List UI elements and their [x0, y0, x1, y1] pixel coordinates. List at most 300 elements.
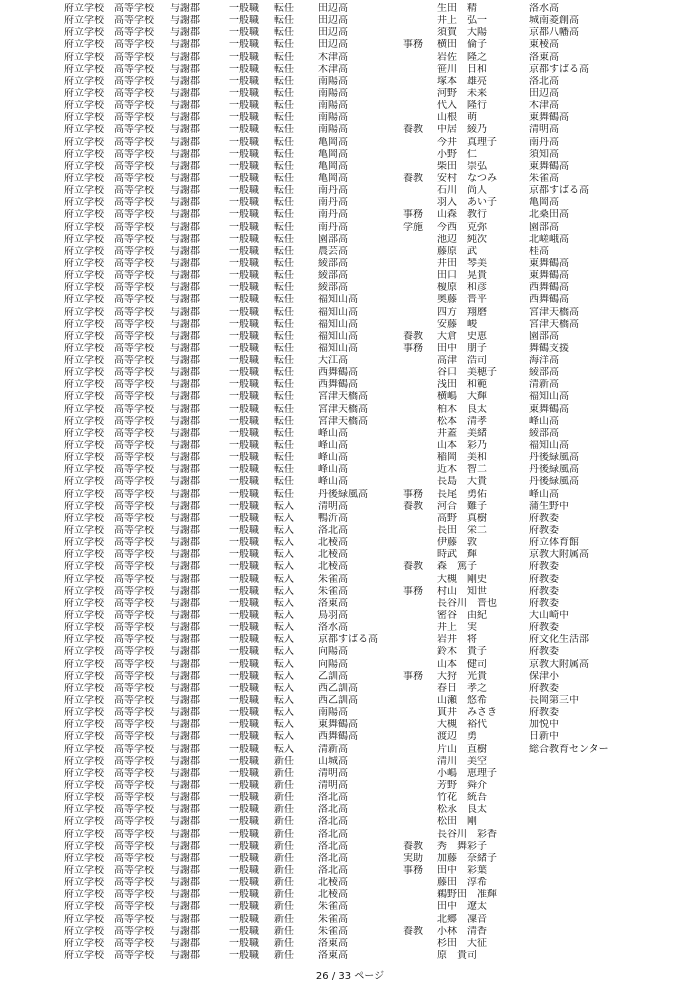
person-name-cell: 石川 尚人 [437, 185, 487, 197]
job-class-cell: 一般職 [229, 573, 259, 585]
assigned-school-cell: 亀岡高 [318, 148, 348, 160]
person-name-cell: 小野 仁 [437, 148, 477, 160]
previous-post-cell: 桂高 [529, 245, 549, 257]
person-name-cell: 奥藤 晋平 [437, 294, 487, 306]
assigned-school-cell: 木津高 [318, 51, 348, 63]
person-name-cell: 池辺 純次 [437, 233, 487, 245]
table-row [0, 319, 700, 331]
category-cell: 府立学校 [64, 172, 104, 184]
person-name-cell: 村山 知世 [437, 585, 487, 597]
school-type-cell: 高等学校 [114, 731, 154, 743]
assigned-school-cell: 宮津天橋高 [318, 403, 368, 415]
category-cell: 府立学校 [64, 597, 104, 609]
person-name-cell: 安村 なつみ [437, 172, 497, 184]
category-cell: 府立学校 [64, 573, 104, 585]
previous-post-cell: 須知高 [529, 148, 559, 160]
action-type-cell: 転入 [274, 731, 294, 743]
table-row [0, 610, 700, 622]
district-cell: 与謝郡 [170, 634, 200, 646]
school-type-cell: 高等学校 [114, 440, 154, 452]
district-cell: 与謝郡 [170, 403, 200, 415]
category-cell: 府立学校 [64, 804, 104, 816]
assigned-school-cell: 南丹高 [318, 221, 348, 233]
school-type-cell: 高等学校 [114, 889, 154, 901]
job-class-cell: 一般職 [229, 330, 259, 342]
previous-post-cell: 東舞鶴高 [529, 403, 569, 415]
district-cell: 与謝郡 [170, 694, 200, 706]
category-cell: 府立学校 [64, 379, 104, 391]
job-class-cell: 一般職 [229, 646, 259, 658]
school-type-cell: 高等学校 [114, 500, 154, 512]
person-name-cell: 藤田 淳希 [437, 877, 487, 889]
person-name-cell: 横田 倫子 [437, 39, 487, 51]
action-type-cell: 転任 [274, 330, 294, 342]
person-name-cell: 大倉 史恵 [437, 330, 487, 342]
action-type-cell: 転任 [274, 221, 294, 233]
action-type-cell: 新任 [274, 755, 294, 767]
previous-post-cell: 峰山高 [529, 415, 559, 427]
category-cell: 府立学校 [64, 512, 104, 524]
table-row [0, 792, 700, 804]
category-cell: 府立学校 [64, 148, 104, 160]
district-cell: 与謝郡 [170, 75, 200, 87]
job-class-cell: 一般職 [229, 682, 259, 694]
category-cell: 府立学校 [64, 537, 104, 549]
action-type-cell: 新任 [274, 864, 294, 876]
person-name-cell: 時武 輝 [437, 549, 477, 561]
district-cell: 与謝郡 [170, 197, 200, 209]
assigned-school-cell: 大江高 [318, 355, 348, 367]
job-class-cell: 一般職 [229, 440, 259, 452]
assigned-school-cell: 清明高 [318, 779, 348, 791]
category-cell: 府立学校 [64, 63, 104, 75]
previous-post-cell: 加悦中 [529, 719, 559, 731]
assigned-school-cell: 朱雀高 [318, 585, 348, 597]
table-row [0, 938, 700, 950]
table-row [0, 914, 700, 926]
action-type-cell: 新任 [274, 877, 294, 889]
category-cell: 府立学校 [64, 949, 104, 961]
school-type-cell: 高等学校 [114, 525, 154, 537]
school-type-cell: 高等学校 [114, 767, 154, 779]
assigned-school-cell: 峰山高 [318, 476, 348, 488]
assigned-school-cell: 洛北高 [318, 816, 348, 828]
district-cell: 与謝郡 [170, 682, 200, 694]
school-type-cell: 高等学校 [114, 949, 154, 961]
school-type-cell: 高等学校 [114, 682, 154, 694]
previous-post-cell: 府教委 [529, 707, 559, 719]
previous-post-cell: 木津高 [529, 100, 559, 112]
person-name-cell: 杉田 大征 [437, 937, 487, 949]
table-row [0, 537, 700, 549]
table-row [0, 294, 700, 306]
person-name-cell: 中居 綾乃 [437, 124, 487, 136]
action-type-cell: 転任 [274, 160, 294, 172]
table-row [0, 367, 700, 379]
table-row [0, 489, 700, 501]
category-cell: 府立学校 [64, 610, 104, 621]
person-name-cell: 鵜野田 准輝 [437, 889, 497, 901]
category-cell: 府立学校 [64, 901, 104, 913]
action-type-cell: 転任 [274, 452, 294, 464]
action-type-cell: 転任 [274, 415, 294, 427]
district-cell: 与謝郡 [170, 427, 200, 439]
page-number-footer: 26 / 33 ページ [315, 971, 385, 982]
table-row [0, 950, 700, 962]
role-cell: 事務 [403, 39, 423, 51]
action-type-cell: 転任 [274, 112, 294, 124]
previous-post-cell: 丹後緑風高 [529, 476, 579, 488]
category-cell: 府立学校 [64, 294, 104, 306]
table-row [0, 173, 700, 185]
table-row [0, 197, 700, 209]
school-type-cell: 高等学校 [114, 694, 154, 706]
table-row [0, 39, 700, 51]
district-cell: 与謝郡 [170, 270, 200, 282]
category-cell: 府立学校 [64, 525, 104, 537]
table-row [0, 222, 700, 234]
school-type-cell: 高等学校 [114, 160, 154, 172]
table-row [0, 464, 700, 476]
school-type-cell: 高等学校 [114, 124, 154, 136]
assigned-school-cell: 綾部高 [318, 270, 348, 282]
school-type-cell: 高等学校 [114, 63, 154, 75]
job-class-cell: 一般職 [229, 488, 259, 500]
person-name-cell: 岩佐 隆之 [437, 51, 487, 63]
assigned-school-cell: 向陽高 [318, 658, 348, 670]
school-type-cell: 高等学校 [114, 512, 154, 524]
person-name-cell: 大槻 剛史 [437, 573, 487, 585]
school-type-cell: 高等学校 [114, 415, 154, 427]
category-cell: 府立学校 [64, 913, 104, 925]
assigned-school-cell: 朱雀高 [318, 573, 348, 585]
district-cell: 与謝郡 [170, 355, 200, 367]
job-class-cell: 一般職 [229, 318, 259, 330]
action-type-cell: 転入 [274, 707, 294, 719]
job-class-cell: 一般職 [229, 743, 259, 755]
category-cell: 府立学校 [64, 937, 104, 949]
assigned-school-cell: 田辺高 [318, 15, 348, 27]
job-class-cell: 一般職 [229, 610, 259, 621]
person-name-cell: 片山 直樹 [437, 743, 487, 755]
school-type-cell: 高等学校 [114, 779, 154, 791]
job-class-cell: 一般職 [229, 379, 259, 391]
assigned-school-cell: 洛東高 [318, 597, 348, 609]
assigned-school-cell: 鳥羽高 [318, 610, 348, 621]
job-class-cell: 一般職 [229, 306, 259, 318]
action-type-cell: 転任 [274, 245, 294, 257]
school-type-cell: 高等学校 [114, 719, 154, 731]
job-class-cell: 一般職 [229, 427, 259, 439]
school-type-cell: 高等学校 [114, 112, 154, 124]
school-type-cell: 高等学校 [114, 804, 154, 816]
table-row [0, 829, 700, 841]
school-type-cell: 高等学校 [114, 901, 154, 913]
district-cell: 与謝郡 [170, 573, 200, 585]
category-cell: 府立学校 [64, 124, 104, 136]
district-cell: 与謝郡 [170, 3, 200, 14]
job-class-cell: 一般職 [229, 731, 259, 743]
school-type-cell: 高等学校 [114, 379, 154, 391]
action-type-cell: 転入 [274, 646, 294, 658]
district-cell: 与謝郡 [170, 282, 200, 294]
job-class-cell: 一般職 [229, 852, 259, 864]
table-row [0, 853, 700, 865]
district-cell: 与謝郡 [170, 743, 200, 755]
table-row [0, 76, 700, 88]
category-cell: 府立学校 [64, 391, 104, 403]
job-class-cell: 一般職 [229, 415, 259, 427]
category-cell: 府立学校 [64, 707, 104, 719]
district-cell: 与謝郡 [170, 160, 200, 172]
category-cell: 府立学校 [64, 828, 104, 840]
school-type-cell: 高等学校 [114, 549, 154, 561]
assigned-school-cell: 西舞鶴高 [318, 379, 358, 391]
school-type-cell: 高等学校 [114, 209, 154, 221]
previous-post-cell: 丹後緑風高 [529, 464, 579, 476]
person-name-cell: 長尾 勇佑 [437, 488, 487, 500]
school-type-cell: 高等学校 [114, 270, 154, 282]
person-name-cell: 原 貴司 [437, 949, 477, 961]
school-type-cell: 高等学校 [114, 573, 154, 585]
school-type-cell: 高等学校 [114, 877, 154, 889]
school-type-cell: 高等学校 [114, 100, 154, 112]
assigned-school-cell: 綾部高 [318, 257, 348, 269]
category-cell: 府立学校 [64, 792, 104, 804]
district-cell: 与謝郡 [170, 112, 200, 124]
district-cell: 与謝郡 [170, 257, 200, 269]
district-cell: 与謝郡 [170, 500, 200, 512]
district-cell: 与謝郡 [170, 330, 200, 342]
person-name-cell: 岩井 将 [437, 634, 477, 646]
previous-post-cell: 大山崎中 [529, 610, 569, 621]
person-name-cell: 田中 朋子 [437, 342, 487, 354]
category-cell: 府立学校 [64, 646, 104, 658]
school-type-cell: 高等学校 [114, 537, 154, 549]
action-type-cell: 転任 [274, 39, 294, 51]
table-row [0, 646, 700, 658]
person-name-cell: 松本 清孝 [437, 415, 487, 427]
assigned-school-cell: 南丹高 [318, 185, 348, 197]
job-class-cell: 一般職 [229, 245, 259, 257]
job-class-cell: 一般職 [229, 889, 259, 901]
assigned-school-cell: 清新高 [318, 743, 348, 755]
action-type-cell: 転任 [274, 63, 294, 75]
action-type-cell: 転任 [274, 391, 294, 403]
action-type-cell: 転任 [274, 148, 294, 160]
table-row [0, 901, 700, 913]
job-class-cell: 一般職 [229, 537, 259, 549]
table-row [0, 841, 700, 853]
person-name-cell: 河野 未来 [437, 87, 487, 99]
job-class-cell: 一般職 [229, 707, 259, 719]
assigned-school-cell: 丹後緑風高 [318, 488, 368, 500]
assigned-school-cell: 北稜高 [318, 537, 348, 549]
action-type-cell: 新任 [274, 828, 294, 840]
person-name-cell: 松永 良太 [437, 804, 487, 816]
table-row [0, 343, 700, 355]
job-class-cell: 一般職 [229, 270, 259, 282]
assigned-school-cell: 宮津天橋高 [318, 415, 368, 427]
previous-post-cell: 綾部高 [529, 367, 559, 379]
job-class-cell: 一般職 [229, 63, 259, 75]
action-type-cell: 転入 [274, 597, 294, 609]
job-class-cell: 一般職 [229, 792, 259, 804]
category-cell: 府立学校 [64, 318, 104, 330]
job-class-cell: 一般職 [229, 597, 259, 609]
person-name-cell: 安藤 峻 [437, 318, 477, 330]
person-name-cell: 大槻 裕代 [437, 719, 487, 731]
person-name-cell: 秀 舞彩子 [437, 840, 487, 852]
assigned-school-cell: 峰山高 [318, 440, 348, 452]
category-cell: 府立学校 [64, 670, 104, 682]
person-name-cell: 横嶋 大輝 [437, 391, 487, 403]
action-type-cell: 新任 [274, 792, 294, 804]
previous-post-cell: 府教委 [529, 597, 559, 609]
role-cell: 養教 [403, 840, 423, 852]
job-class-cell: 一般職 [229, 719, 259, 731]
action-type-cell: 転任 [274, 185, 294, 197]
category-cell: 府立学校 [64, 87, 104, 99]
person-name-cell: 大狩 光貴 [437, 670, 487, 682]
assigned-school-cell: 亀岡高 [318, 160, 348, 172]
district-cell: 与謝郡 [170, 755, 200, 767]
category-cell: 府立学校 [64, 233, 104, 245]
category-cell: 府立学校 [64, 877, 104, 889]
action-type-cell: 転任 [274, 306, 294, 318]
action-type-cell: 転任 [274, 233, 294, 245]
category-cell: 府立学校 [64, 500, 104, 512]
job-class-cell: 一般職 [229, 622, 259, 634]
table-row [0, 416, 700, 428]
category-cell: 府立学校 [64, 306, 104, 318]
previous-post-cell: 西舞鶴高 [529, 282, 569, 294]
job-class-cell: 一般職 [229, 549, 259, 561]
school-type-cell: 高等学校 [114, 792, 154, 804]
action-type-cell: 新任 [274, 913, 294, 925]
person-name-cell: 笹川 日和 [437, 63, 487, 75]
role-cell: 事務 [403, 864, 423, 876]
job-class-cell: 一般職 [229, 124, 259, 136]
assigned-school-cell: 園部高 [318, 233, 348, 245]
assigned-school-cell: 西舞鶴高 [318, 367, 358, 379]
previous-post-cell: 福知山高 [529, 440, 569, 452]
table-row [0, 452, 700, 464]
school-type-cell: 高等学校 [114, 355, 154, 367]
district-cell: 与謝郡 [170, 148, 200, 160]
job-class-cell: 一般職 [229, 864, 259, 876]
assigned-school-cell: 洛水高 [318, 622, 348, 634]
person-name-cell: 河合 難子 [437, 500, 487, 512]
previous-post-cell: 峰山高 [529, 488, 559, 500]
job-class-cell: 一般職 [229, 634, 259, 646]
category-cell: 府立学校 [64, 112, 104, 124]
job-class-cell: 一般職 [229, 197, 259, 209]
assigned-school-cell: 西乙訓高 [318, 682, 358, 694]
category-cell: 府立学校 [64, 330, 104, 342]
action-type-cell: 転任 [274, 342, 294, 354]
person-name-cell: 柏木 良太 [437, 403, 487, 415]
action-type-cell: 転入 [274, 585, 294, 597]
job-class-cell: 一般職 [229, 658, 259, 670]
role-cell: 養教 [403, 330, 423, 342]
person-name-cell: 田中 彩葉 [437, 864, 487, 876]
district-cell: 与謝郡 [170, 415, 200, 427]
person-name-cell: 代入 隆行 [437, 100, 487, 112]
assigned-school-cell: 田辺高 [318, 27, 348, 39]
assigned-school-cell: 福知山高 [318, 342, 358, 354]
previous-post-cell: 宮津天橋高 [529, 318, 579, 330]
district-cell: 与謝郡 [170, 294, 200, 306]
job-class-cell: 一般職 [229, 877, 259, 889]
category-cell: 府立学校 [64, 731, 104, 743]
category-cell: 府立学校 [64, 464, 104, 476]
district-cell: 与謝郡 [170, 937, 200, 949]
action-type-cell: 転入 [274, 561, 294, 573]
previous-post-cell: 舞鶴支援 [529, 342, 569, 354]
table-row [0, 574, 700, 586]
person-name-cell: 鈴木 貴子 [437, 646, 487, 658]
category-cell: 府立学校 [64, 3, 104, 14]
table-row [0, 88, 700, 100]
table-row [0, 889, 700, 901]
category-cell: 府立学校 [64, 852, 104, 864]
category-cell: 府立学校 [64, 561, 104, 573]
assigned-school-cell: 北稜高 [318, 877, 348, 889]
job-class-cell: 一般職 [229, 816, 259, 828]
role-cell: 事務 [403, 342, 423, 354]
assigned-school-cell: 朱雀高 [318, 901, 348, 913]
job-class-cell: 一般職 [229, 901, 259, 913]
table-row [0, 926, 700, 938]
assigned-school-cell: 福知山高 [318, 294, 358, 306]
category-cell: 府立学校 [64, 415, 104, 427]
district-cell: 与謝郡 [170, 779, 200, 791]
district-cell: 与謝郡 [170, 440, 200, 452]
person-name-cell: 谷口 美穂子 [437, 367, 497, 379]
previous-post-cell: 清明高 [529, 124, 559, 136]
school-type-cell: 高等学校 [114, 597, 154, 609]
table-row [0, 15, 700, 27]
school-type-cell: 高等学校 [114, 75, 154, 87]
table-row [0, 100, 700, 112]
table-row [0, 234, 700, 246]
action-type-cell: 転任 [274, 379, 294, 391]
action-type-cell: 転入 [274, 500, 294, 512]
school-type-cell: 高等学校 [114, 87, 154, 99]
school-type-cell: 高等学校 [114, 755, 154, 767]
person-name-cell: 小嶋 恵理子 [437, 767, 497, 779]
action-type-cell: 転任 [274, 427, 294, 439]
category-cell: 府立学校 [64, 245, 104, 257]
category-cell: 府立学校 [64, 39, 104, 51]
table-row [0, 3, 700, 15]
table-row [0, 476, 700, 488]
assigned-school-cell: 福知山高 [318, 306, 358, 318]
school-type-cell: 高等学校 [114, 816, 154, 828]
job-class-cell: 一般職 [229, 27, 259, 39]
school-type-cell: 高等学校 [114, 707, 154, 719]
previous-post-cell: 京都すばる高 [529, 63, 589, 75]
category-cell: 府立学校 [64, 75, 104, 87]
table-row [0, 768, 700, 780]
previous-post-cell: 東舞鶴高 [529, 160, 569, 172]
table-row [0, 124, 700, 136]
action-type-cell: 転入 [274, 634, 294, 646]
assigned-school-cell: 鴨沂高 [318, 512, 348, 524]
job-class-cell: 一般職 [229, 15, 259, 27]
school-type-cell: 高等学校 [114, 306, 154, 318]
